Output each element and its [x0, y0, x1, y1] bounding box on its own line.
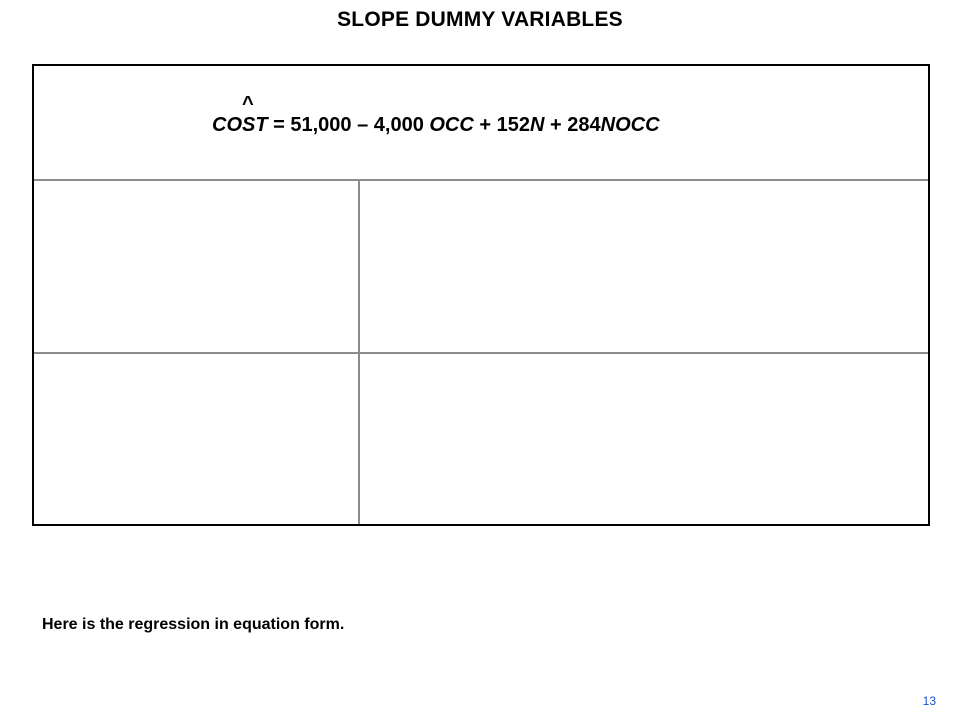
equation-term-1: – 4,000 — [351, 114, 430, 136]
page-number: 13 — [922, 694, 936, 708]
slide-caption: Here is the regression in equation form. — [42, 616, 345, 633]
table-cell-1-left — [34, 181, 360, 352]
equation-lhs: COST — [212, 114, 268, 136]
equation-equals: = — [267, 114, 291, 136]
equation-intercept: 51,000 — [290, 114, 352, 136]
equation-var-occ: OCC — [429, 114, 474, 136]
table-cell-2-right — [360, 354, 928, 524]
slide-title: SLOPE DUMMY VARIABLES — [337, 8, 623, 31]
equation-table — [32, 64, 930, 526]
equation-row — [34, 66, 928, 181]
equation-var-nocc: NOCC — [600, 114, 660, 136]
table-row-1 — [34, 181, 928, 354]
hat-symbol: ^ — [242, 93, 254, 115]
regression-equation — [212, 114, 660, 137]
equation-var-n: N — [530, 114, 545, 136]
equation-term-2: + 152 — [473, 114, 530, 136]
table-row-2 — [34, 354, 928, 524]
equation-term-3: + 284 — [544, 114, 601, 136]
table-cell-1-right — [360, 181, 928, 352]
table-cell-2-left — [34, 354, 360, 524]
